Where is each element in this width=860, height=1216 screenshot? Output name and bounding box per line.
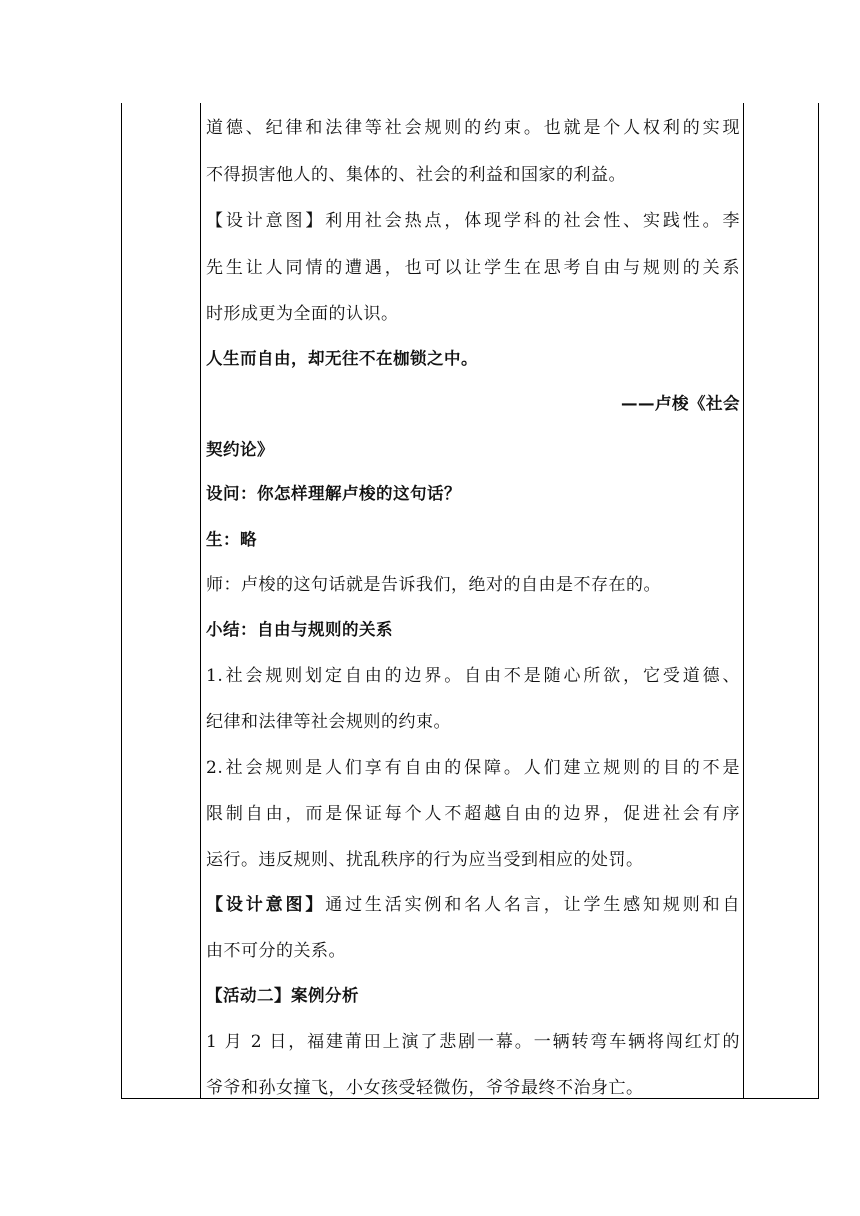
table-border-right xyxy=(818,103,819,1099)
summary-heading: 小结：自由与规则的关系 xyxy=(206,620,393,639)
activity-heading: 【活动二】案例分析 xyxy=(206,986,359,1005)
case-line: 爷爷和孙女撞飞，小女孩受轻微伤，爷爷最终不治身亡。 xyxy=(206,1078,644,1098)
design-intent-label: 【设计意图】 xyxy=(206,895,326,915)
design-intent-text: 通过生活实例和名人名言，让学生感知规则和自 xyxy=(325,895,741,915)
paragraph-line: 先生让人同情的遭遇，也可以让学生在思考自由与规则的关系 xyxy=(206,258,740,278)
student-answer-line: 生：略 xyxy=(206,530,257,549)
design-intent-label: 【设计意图】 xyxy=(206,211,326,231)
table-border-col2 xyxy=(743,103,744,1099)
table-border-col1 xyxy=(200,103,201,1099)
paragraph-line: 不得损害他人的、集体的、社会的利益和国家的利益。 xyxy=(206,165,626,185)
paragraph-line: 道德、纪律和法律等社会规则的约束。也就是个人权利的实现 xyxy=(206,118,740,138)
paragraph-line: 由不可分的关系。 xyxy=(206,941,346,961)
design-intent-line xyxy=(206,209,740,233)
quote-attribution: ——卢梭《社会 xyxy=(621,394,740,413)
summary-point-2-cont: 限制自由，而是保证每个人不超越自由的边界，促进社会有序 xyxy=(206,804,740,824)
design-intent-text: 利用社会热点，体现学科的社会性、实践性。李 xyxy=(325,211,741,231)
summary-point-1: 1.社会规则划定自由的边界。自由不是随心所欲，它受道德、 xyxy=(206,666,740,686)
case-line: 1 月 2 日，福建莆田上演了悲剧一幕。一辆转弯车辆将闯红灯的 xyxy=(206,1032,740,1052)
summary-point-2-cont: 运行。违反规则、扰乱秩序的行为应当受到相应的处罚。 xyxy=(206,850,644,870)
quote-line: 人生而自由，却无往不在枷锁之中。 xyxy=(206,349,478,368)
paragraph-line: 时形成更为全面的认识。 xyxy=(206,304,399,324)
summary-point-2: 2.社会规则是人们享有自由的保障。人们建立规则的目的不是 xyxy=(206,758,740,778)
quote-attribution-cont: 契约论》 xyxy=(206,440,274,459)
teacher-line: 师：卢梭的这句话就是告诉我们，绝对的自由是不存在的。 xyxy=(206,575,661,595)
question-line: 设问：你怎样理解卢梭的这句话？ xyxy=(206,484,461,503)
design-intent-line xyxy=(206,893,740,917)
summary-point-1-cont: 纪律和法律等社会规则的约束。 xyxy=(206,712,451,732)
table-border-left xyxy=(121,103,122,1099)
